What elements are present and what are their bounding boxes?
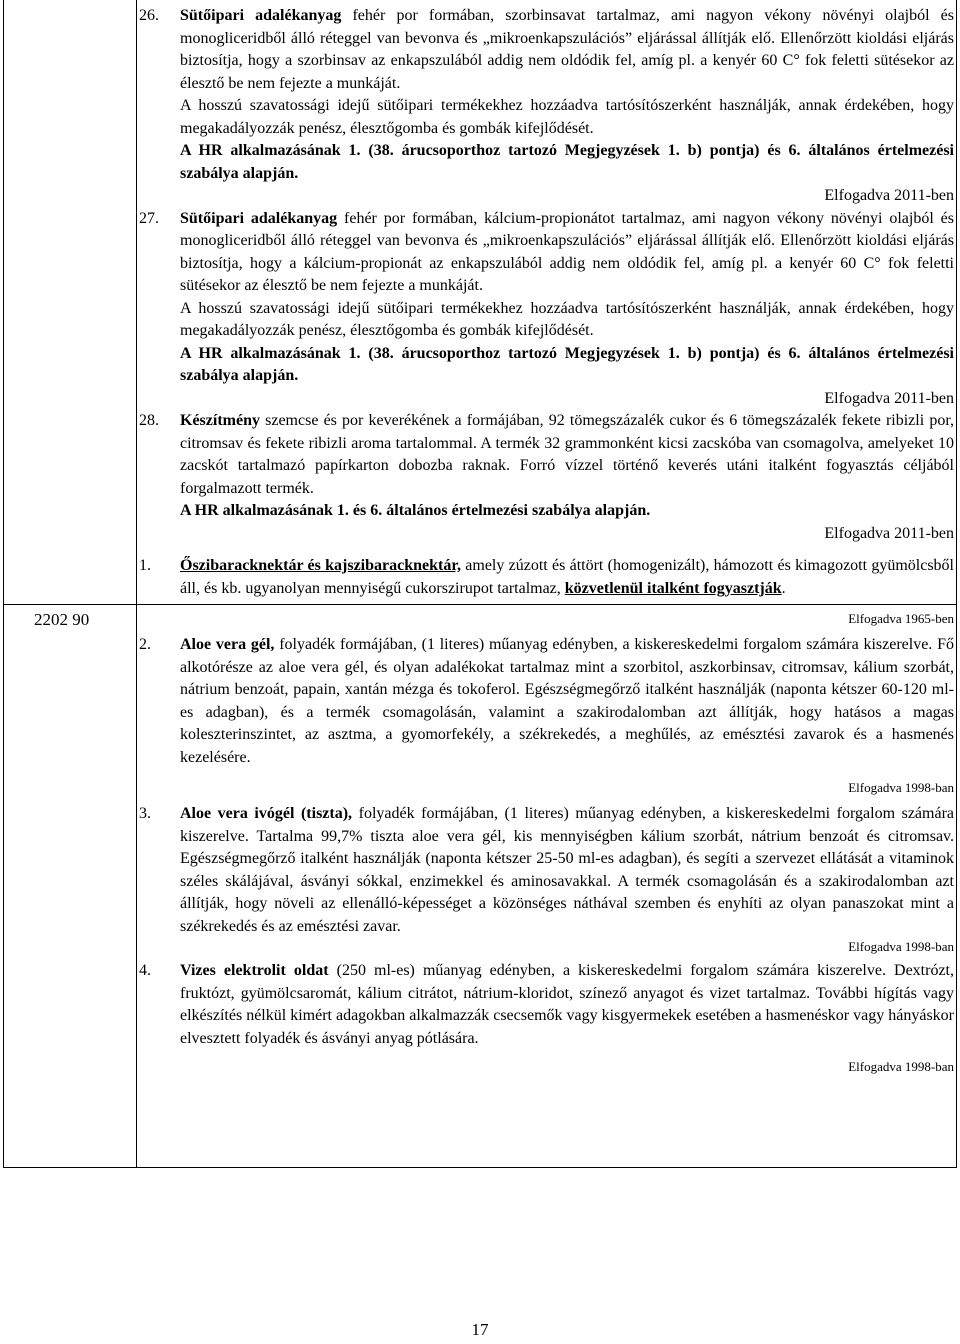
- entry-usage: A hosszú szavatossági idejű sütőipari termékekhez hozzáadva tartósítószerként használják, annak érdekében, hogy megakadályozzák penész, élesztőgomba és gombák kifejlődését.: [180, 97, 954, 137]
- item-number: 4.: [139, 962, 151, 979]
- item-number: 2.: [139, 636, 151, 653]
- entry-rule: A HR alkalmazásának 1. (38. árucsoporthoz tartozó Megjegyzések 1. b) pontja) és 6. általános értelmezési szabálya alapján.: [180, 142, 954, 182]
- entry-text: fehér por formában, kálcium-propionátot tartalmaz, ami nagyon vékony növényi olajból és monogliceridből álló réteggel van bevonva és „mikroenkapszulációs” eljárással állítják elő. Ellenőrzött kioldási eljárás biztosítja, hogy a kálcium-propionát az enkapszulából addig nem oldódik fel, amíg pl. a kenyér 60 C° fok feletti sütésekor az élesztő be nem fejezte a munkáját.: [180, 209, 954, 294]
- table-border-bottom: [3, 1167, 957, 1168]
- item-number: 3.: [139, 805, 151, 822]
- entry-text: szemcse és por keverékének a formájában, 92 tömegszázalék cukor és 6 tömegszázalék fekete ribizli por, citromsav és fekete ribizli aroma tartalommal. A termék 32 grammonként kicsi zacskóba van csomagolva, amelyeket 10 zacskót tartalmazó papírkarton dobozba raknak. Forró vízzel történő keverés utáni italként fogyasztás céljából forgalmazott termék.: [180, 412, 954, 497]
- item-3: [136, 803, 954, 956]
- entry-lead: Készítmény: [180, 412, 260, 429]
- item-lead: Vizes elektrolit oldat: [180, 962, 329, 979]
- item-number: 1.: [139, 557, 151, 574]
- entry-27: [136, 208, 954, 411]
- accepted-date: Elfogadva 1998-ban: [848, 939, 954, 954]
- item-text: folyadék formájában, (1 literes) műanyag edényben, a kiskereskedelmi forgalom számára kiszerelve. Fő alkotórésze az aloe vera gél, és olyan adalékokat tartalmaz mint a szorbitol, aszkorbinsav, citromsav, kálium szorbát, nátrium benzoát, papain, xantán mézga és tokoferol. Egészségmegőrző italként használják (naponta kétszer 60-120 ml-es adagban), és a termék csomagolásán, valamint a szakirodalomban azt állítják, hogy hatásos a magas koleszterinszintet, az asztma, a gyomorfekély, a székrekedés, a meghűlés, az emésztési zavarok és a hasmenés kezelésére.: [180, 636, 954, 766]
- table-border-left: [3, 0, 4, 1168]
- page-number: 17: [471, 1320, 489, 1339]
- accepted-date: Elfogadva 2011-ben: [824, 187, 954, 204]
- entry-rule: A HR alkalmazásának 1. és 6. általános értelmezési szabálya alapján.: [180, 502, 651, 519]
- customs-code: 2202 90: [34, 610, 90, 629]
- entry-lead: Sütőipari adalékanyag: [180, 209, 338, 227]
- accepted-date: Elfogadva 1998-ban: [848, 780, 954, 795]
- accepted-date: Elfogadva 1998-ban: [848, 1059, 954, 1074]
- entry-lead: Sütőipari adalékanyag: [180, 7, 342, 24]
- item-usage: közvetlenül italként fogyasztják: [564, 579, 782, 597]
- entry-number: 27.: [139, 209, 159, 227]
- item-lead: Aloe vera gél,: [180, 636, 275, 653]
- entry-usage: A hosszú szavatossági idejű sütőipari termékekhez hozzáadva tartósítószerként használják, annak érdekében, hogy megakadályozzák penész, élesztőgomba és gombák kifejlődését.: [180, 299, 954, 339]
- entry-number: 26.: [139, 7, 159, 24]
- entry-rule: A HR alkalmazásának 1. (38. árucsoporthoz tartozó Megjegyzések 1. b) pontja) és 6. általános értelmezési szabálya alapján.: [180, 344, 954, 384]
- accepted-date: Elfogadva 1965-ben: [848, 611, 954, 626]
- table-border-right: [956, 0, 957, 1168]
- entry-number: 28.: [139, 412, 159, 429]
- document-content: [136, 5, 954, 1076]
- item-text: folyadék formájában, (1 literes) műanyag edényben, a kiskereskedelmi forgalom számára kiszerelve. Tartalma 99,7% tiszta aloe vera gél, kis mennyiségben kálium szorbát, nátrium benzoát és citromsav. Egészségmegőrző italként használják (naponta kétszer 25-50 ml-es adagban), és segíti a szervezet ellátását a vitaminok széles skálájával, ásványi sókkal, enzimekkel és aminosavakkal. A termék csomagolásán és a szakirodalomban azt állítják, hogy növeli az ellenálló-képességet a közönséges náthával szemben és enyhíti az olyan panaszokat mint a székrekedés és az emésztési zavar.: [180, 805, 954, 935]
- entry-text: fehér por formában, szorbinsavat tartalmaz, ami nagyon vékony növényi olajból és monogliceridből álló réteggel van bevonva és „mikroenkapszulációs” eljárással állítják elő. Ellenőrzött kioldási eljárás biztosítja, hogy a szorbinsav az enkapszulából addig nem oldódik fel, amíg pl. a kenyér 60 C° fok feletti sütésekor az élesztő be nem fejezte a munkáját.: [180, 7, 954, 92]
- item-4: [136, 960, 954, 1076]
- item-text: (250 ml-es) műanyag edényben, a kiskereskedelmi forgalom számára kiszerelve. Dextrózt, fruktózt, gyümölcsaromát, kálium citrátot, nátrium-kloridot, színező anyagot és vizet tartalmaz. További hígítás vagy elkészítés nélkül kimért adagokban alkalmazzák csecsemők vagy kisgyermekek esetében a hasmenéskor vagy hányáskor elvesztett folyadék és ásványi anyag pótlására.: [180, 962, 954, 1047]
- item-2: [136, 634, 954, 797]
- accepted-date: Elfogadva 2011-ben: [824, 524, 954, 542]
- item-text: amely zúzott és áttört (homogenizált), hámozott és kimagozott gyümölcsből áll, és kb. ugyanolyan mennyiségű cukorszirupot tartalmaz,: [180, 557, 954, 597]
- accepted-date: Elfogadva 2011-ben: [824, 389, 954, 407]
- item-lead: Aloe vera ivógél (tiszta),: [180, 805, 353, 822]
- entry-28: [136, 410, 954, 545]
- item-lead: Őszibaracknektár és kajszibaracknektár,: [180, 557, 461, 574]
- item-1: 1. Őszibaracknektár és kajszibaracknektár, amely zúzott és áttört (homogenizált), hámozott és kimagozott gyümölcsből áll, és kb. ugyanolyan mennyiségű cukorszirupot tartalmaz, közvetlenül italként fogyasztják. Elfogadva 1965-ben: [139, 557, 954, 626]
- entry-26: [136, 5, 954, 208]
